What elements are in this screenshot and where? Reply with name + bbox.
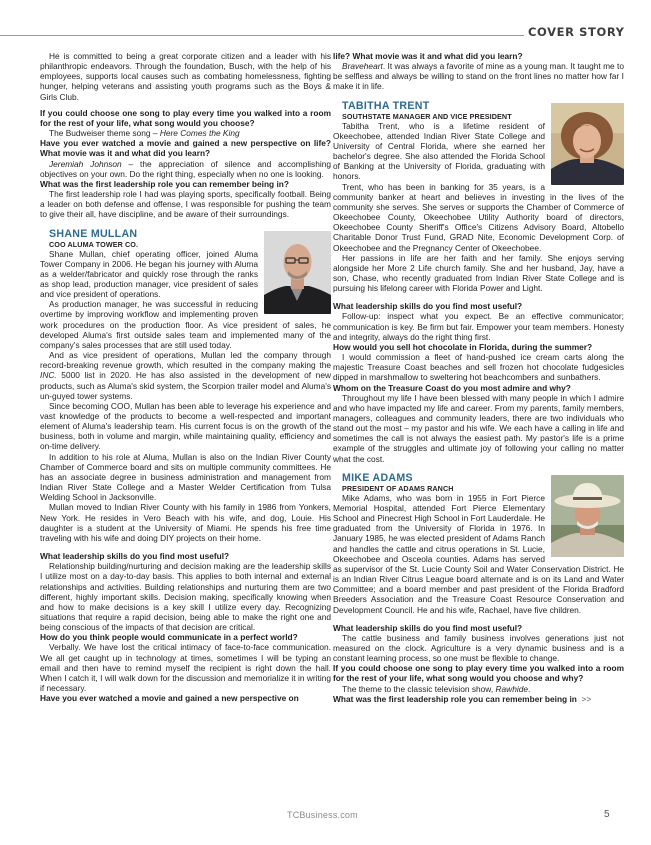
shane-answer-movie: Braveheart. It was always a favorite of mine as a young man. It taught me to be selfless and always be willing to stand on the front lines no matter how far I make it in life. bbox=[333, 61, 624, 92]
question-song: If you could choose one song to play every time you walked into a room for the rest of your life, what song would you choose? bbox=[40, 107, 331, 128]
shane-paragraph-5: In addition to his role at Aluma, Mullan is also on the Indian River County Chamber of Commerce board and sits on multiple community committees. He has an associate degree in business administration and management from Indian River State College and a Master Welder Certification from Tulsa Welding School in Jacksonville. bbox=[40, 451, 331, 503]
continued-arrow: >> bbox=[581, 693, 592, 704]
mike-portrait-image bbox=[551, 475, 624, 557]
section-label: COVER STORY bbox=[528, 25, 625, 39]
right-column bbox=[333, 51, 624, 704]
mike-question-skills: What leadership skills do you find most useful? bbox=[333, 622, 523, 633]
shane-paragraph-3: And as vice president of operations, Mullan led the company through record-breaking revenue growth, which resulted in the company making the INC. 5000 list in 2020. He has also assisted in the development of new products, such as Aluma's skid system, the Scorpion trailer model and Aluma's un-guyed tower systems. bbox=[40, 350, 331, 401]
footer-url: TCBusiness.com bbox=[287, 810, 358, 820]
shane-photo bbox=[264, 231, 331, 314]
shane-question-skills: What leadership skills do you find most useful? bbox=[40, 551, 230, 562]
tabitha-paragraph-1: Tabitha Trent, who is a lifetime resident of Okeechobee, attended Indian River State College and University of Central Florida, where she earned her bachelor's degree. She also attended the Florida School of Banking at the University of Florida, graduating with honors. bbox=[333, 120, 545, 182]
mike-name: MIKE ADAMS bbox=[342, 471, 413, 484]
shane-question-movie-cont: life? What movie was it and what did you learn? bbox=[333, 51, 523, 61]
shane-answer-communicate: Verbally. We have lost the critical intimacy of face-to-face communication. We all get caught up in technology at times, sometimes I will be typing an email and then have to remind myself the recipient is right down the hall. When I catch it, I will walk down for the discussion and memorialize it in writing if necessary. bbox=[40, 642, 331, 694]
answer-first-role: The first leadership role I had was playing sports, specifically football. Being a leader on both defense and offense, I was responsible for pushing the team to give their all, have discipline, and be aware of their surroundings. bbox=[40, 189, 331, 220]
tabitha-paragraph-2: Trent, who has been in banking for 35 years, is a community banker at heart and believes in investing in the lives of the community she serves. She serves or supports the Chamber of Commerce of Okeechobee County, Okeechobee Utility Authority board of directors, Okeechobee County Sheriff's Office's Citizens Advisory Board, Altobello Charitable Donor Trust Fund, GRAD Nite, Economic Development Corp. of Okeechobee and the Pregnancy Center of Okeechobee. bbox=[333, 181, 624, 253]
mike-paragraph-1: Mike Adams, who was born in 1955 in Fort Pierce Memorial Hospital, attended Fort Pierce Elementary School and Pinecrest High School in Fort Lauderdale. He graduated from the University of Florida in 1976. In January 1985, he was elected president of Adams Ranch and handles the cattle and citrus operations in St. Lucie, Okeechobee and Osceola counties. Adams has served as supervisor of the St. Lucie County Soil and Water Conservation District. He is an Indian River Citrus League board alternate and is on its Land and Water Committee; and a board member and past president of the Florida Bradford Breeders Association and the Treasure Coast Resource Conservation and Development Council. He and his wife, Rachael, have five children. bbox=[333, 492, 624, 615]
tabitha-question-skills: What leadership skills do you find most useful? bbox=[333, 301, 523, 312]
tabitha-answer-hot-chocolate: I would commission a fleet of hand-pushed ice cream carts along the majestic Treasure Coast beaches and sell frozen hot chocolate fudgesicles dipped in marshmallow to sweltering hot beachcombers and sunbathers. bbox=[333, 352, 624, 383]
shane-portrait-image bbox=[264, 231, 331, 314]
shane-name: SHANE MULLAN bbox=[49, 227, 138, 240]
shane-paragraph-1: Shane Mullan, chief operating officer, joined Aluma Tower Company in 2006. He began his journey with Aluma as a welder/fabricator and quickly rose through the ranks as shop lead, production manager, vice president of sales and vice president of operations. bbox=[40, 248, 258, 300]
header-rule bbox=[0, 35, 524, 36]
mike-title: PRESIDENT OF ADAMS RANCH bbox=[342, 483, 454, 493]
answer-movie: Jeremiah Johnson – the appreciation of silence and accomplishing objectives on your own. Do the right thing, especially when no one is looking. bbox=[40, 158, 331, 179]
movie-title-braveheart: Braveheart bbox=[342, 61, 383, 72]
movie-title: Jeremiah Johnson bbox=[49, 158, 122, 169]
tabitha-name: TABITHA TRENT bbox=[342, 99, 430, 112]
shane-paragraph-2: As production manager, he was successful in reducing overtime by improving workflow and implementing proven work procedures on the production floor. As vice president of sales, he developed Aluma's first outside sales team and implemented many of the company's sales processes that are still used today. bbox=[40, 299, 331, 350]
shane-answer-skills: Relationship building/nurturing and decision making are the leadership skills I utilize most on a day-to-day basis. This applies to both internal and external relationships and activities. Building relationships and nurturing them are two different, highly important skills. Decision making, specifically knowing when and how to make decisions is a key skill I utilize every day. Recognizing situations that require a rapid decision, being able to make the right one and being conscious of the impacts of that decision are critical. bbox=[40, 561, 331, 633]
question-movie: Have you ever watched a movie and gained a new perspective on life? What movie was it and what did you learn? bbox=[40, 138, 331, 159]
shane-question-movie: Have you ever watched a movie and gained a new perspective on bbox=[40, 693, 299, 704]
shane-paragraph-4: Since becoming COO, Mullan has been able to leverage his experience and vast knowledge of the products to become a well-respected and important element of Aluma's leadership team. His current focus is on the growth of the business, both in volume and margin, while maintaining quality, efficiency and on-time delivery. bbox=[40, 400, 331, 452]
tabitha-portrait-image bbox=[551, 103, 624, 185]
tabitha-question-admire: Whom on the Treasure Coast do you most admire and why? bbox=[333, 382, 571, 393]
song-title: Here Comes the King bbox=[159, 128, 240, 139]
tabitha-answer-admire: Throughout my life I have been blessed with many people in which I admire and who have impacted my life and career. From my parents, family members, managers, colleagues and community leaders, there are two individuals who stand out the most – my pastor and his wife. We each have a calling in life and sometimes the call is not always the easiest path. My pastor's life is a prime example of the struggles and ultimate joy of following your calling no matter what the cost. bbox=[333, 392, 624, 464]
left-column bbox=[40, 51, 331, 703]
tabitha-photo bbox=[551, 103, 624, 185]
shane-title: COO ALUMA TOWER CO. bbox=[49, 239, 139, 249]
mike-answer-skills: The cattle business and family business involves generations just not measured on the clock. Agriculture is a very dynamic business and is a constant learning process, so one must be flexible to change. bbox=[333, 632, 624, 664]
mike-answer-song: The theme to the classic television show, Rawhide. bbox=[342, 683, 531, 694]
tabitha-title: SOUTHSTATE MANAGER AND VICE PRESIDENT bbox=[342, 111, 512, 121]
tabitha-question-hot-chocolate: How would you sell hot chocolate in Florida, during the summer? bbox=[333, 341, 593, 352]
mike-question-song: If you could choose one song to play every time you walked into a room for the rest of your life, what song would you choose and why? bbox=[333, 663, 624, 684]
intro-paragraph: He is committed to being a great corporate citizen and a leader with his philanthropic endeavors. Through the foundation, Busch, with the help of his employees, supports local causes such as combating homelessness, fighting hunger, helping veterans and assisting youth programs such as the Boys & Girls Club. bbox=[40, 51, 331, 102]
page-number: 5 bbox=[604, 809, 610, 820]
show-title: Rawhide bbox=[495, 683, 528, 694]
question-first-role: What was the first leadership role you can remember being in? bbox=[40, 178, 289, 189]
mike-question-first-role: What was the first leadership role you can remember being in >> bbox=[333, 693, 592, 704]
shane-question-communicate: How do you think people would communicate in a perfect world? bbox=[40, 632, 298, 643]
tabitha-answer-skills: Follow-up: inspect what you expect. Be an effective communicator; communication is key. Be firm but fair. Empower your team members. Honesty and integrity, always do the right thing first. bbox=[333, 311, 624, 342]
answer-song: The Budweiser theme song – Here Comes the King bbox=[49, 128, 240, 139]
tabitha-paragraph-3: Her passions in life are her faith and her family. She enjoys serving alongside her More 2 Life church family. She and her husband, Jay, have a son, Chase, who recently graduated from Indian River State College and is pursuing his lifelong career with Florida Power and Light. bbox=[333, 252, 624, 294]
shane-paragraph-6: Mullan moved to Indian River County with his family in 1986 from Yonkers, New York. He resides in Vero Beach with his wife, and dog, Louie. His daughter is a student at the University of Miami. He spends his free time traveling with his wife and doing DIY projects on their home. bbox=[40, 502, 331, 543]
mike-photo bbox=[551, 475, 624, 557]
